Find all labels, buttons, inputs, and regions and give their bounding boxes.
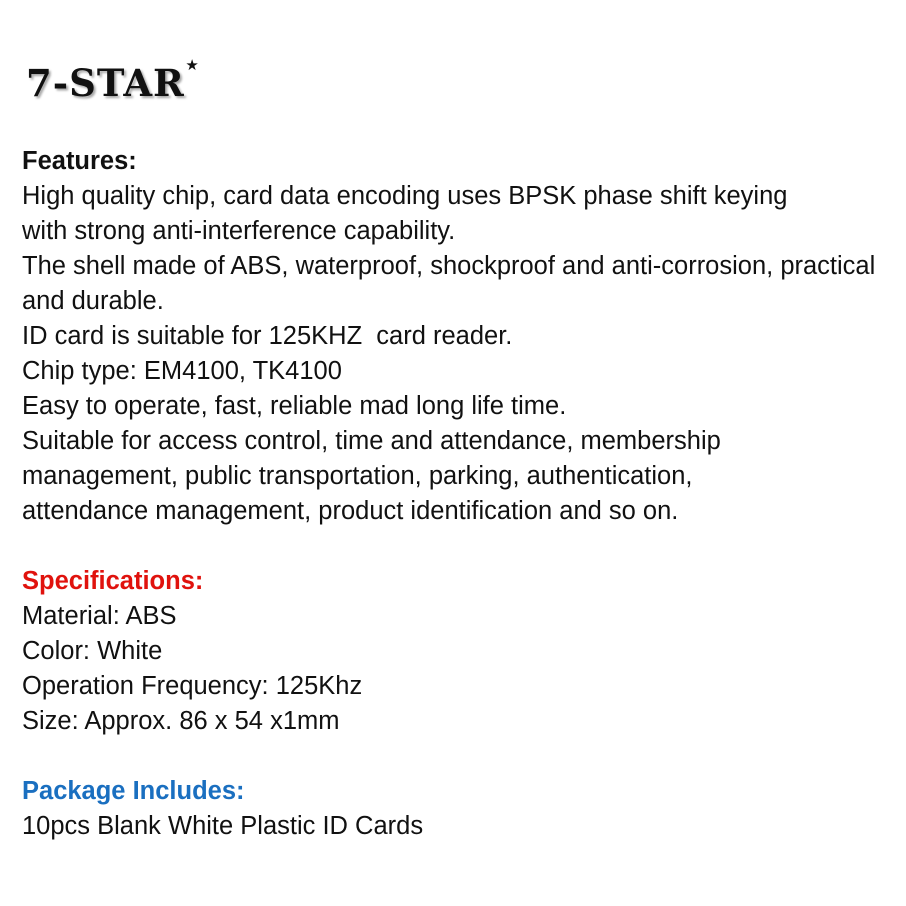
brand-logo-text: 7-STAR xyxy=(26,61,185,105)
spec-line: Size: Approx. 86 x 54 x1mm xyxy=(22,707,340,735)
specifications-heading: Specifications: xyxy=(22,567,204,595)
package-line: 10pcs Blank White Plastic ID Cards xyxy=(22,812,424,840)
section-spacer xyxy=(22,529,892,564)
feature-line: Chip type: EM4100, TK4100 xyxy=(22,357,342,385)
feature-line: High quality chip, card data encoding uses BPSK phase shift keying with strong anti-interference capability. xyxy=(22,182,795,245)
spec-line: Material: ABS xyxy=(22,602,177,630)
feature-line: The shell made of ABS, waterproof, shockproof and anti-corrosion, practical and durable. xyxy=(22,252,883,315)
package-heading: Package Includes: xyxy=(22,777,245,805)
feature-line: ID card is suitable for 125KHZ card reader. xyxy=(22,322,513,350)
star-icon: ★ xyxy=(185,56,199,74)
feature-line: Easy to operate, fast, reliable mad long life time. xyxy=(22,392,567,420)
section-spacer xyxy=(22,739,892,774)
description-content xyxy=(22,144,892,844)
features-heading: Features: xyxy=(22,147,137,175)
brand-logo xyxy=(26,56,199,108)
spec-line: Operation Frequency: 125Khz xyxy=(22,672,363,700)
feature-line: Suitable for access control, time and attendance, membership management, public transportation, parking, authentication, attendance management, product identification and so on. xyxy=(22,427,728,525)
spec-line: Color: White xyxy=(22,637,163,665)
